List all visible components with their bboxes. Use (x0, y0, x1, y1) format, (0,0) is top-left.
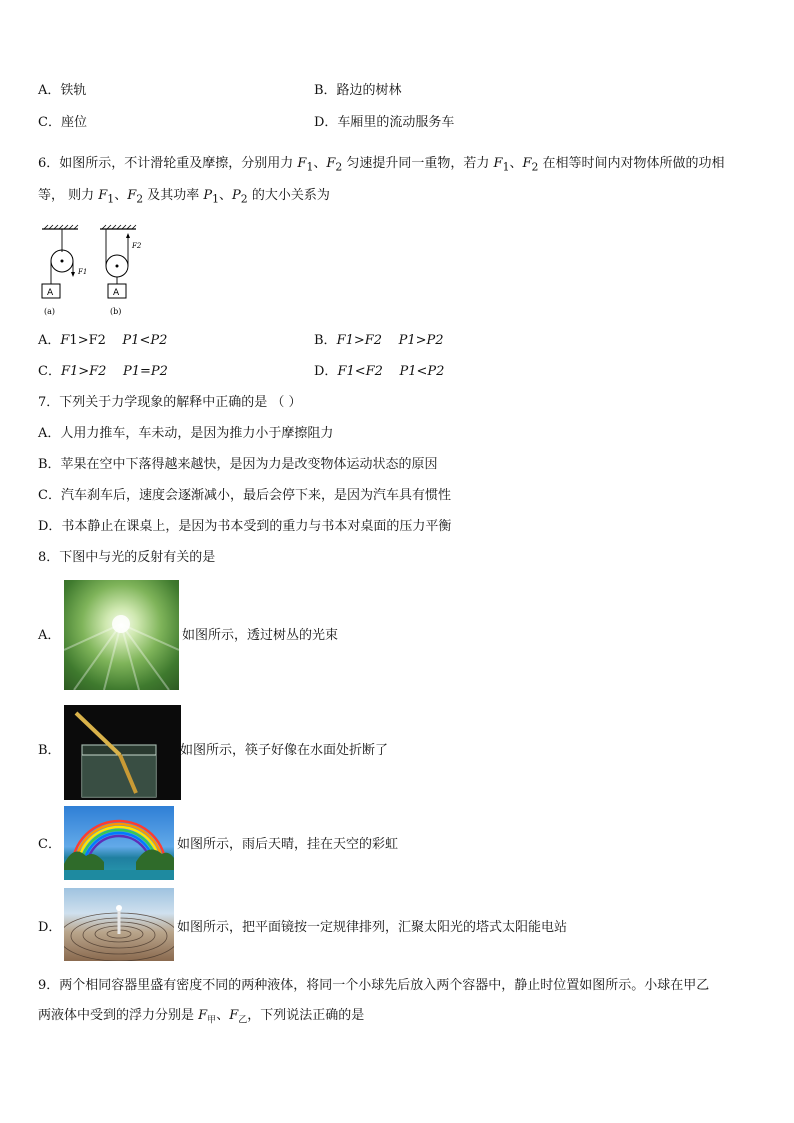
q6-option-c: C．F1>F2 P1=P2 (38, 364, 168, 379)
q7-stem: 7．下列关于力学现象的解释中正确的是 （ ） (38, 395, 302, 410)
block-b-label: A (113, 288, 120, 298)
label-f2: F2 (132, 242, 142, 250)
q6-option-d: D．F1<F2 P1<P2 (314, 364, 445, 379)
chopstick-water-image (64, 705, 181, 800)
q8-option-a-text: 如图所示，透过树丛的光束 (182, 628, 339, 643)
pulley-figure (36, 224, 156, 319)
q6-stem-line2: 等， 则力 $F_1$、$F_2$ 及其功率 $P_1$、$P_2$ 的大小关系为 (38, 188, 330, 206)
pulley-b (100, 225, 142, 316)
q8-stem: 8．下图中与光的反射有关的是 (38, 550, 216, 565)
q6-option-b: B．F1>F2 P1>P2 (314, 333, 444, 348)
q6-stem-line1: 6．如图所示，不计滑轮重及摩擦，分别用力 $F_1$、$F_2$ 匀速提升同一重物，若力 $F_1$、$F_2$ 在相等时间内对物体所做的功相 (38, 156, 725, 174)
label-f1: F1 (78, 268, 88, 276)
q8-option-d-label: D． (38, 920, 62, 935)
q8-option-d-text: 如图所示，把平面镜按一定规律排列，汇聚太阳光的塔式太阳能电站 (177, 920, 568, 935)
q7-option-b: B．苹果在空中下落得越来越快，是因为力是改变物体运动状态的原因 (38, 457, 438, 472)
q5-option-a: A．铁轨 (38, 83, 87, 98)
q7-option-d: D．书本静止在课桌上，是因为书本受到的重力与书本对桌面的压力平衡 (38, 519, 452, 534)
q8-option-a-label: A． (38, 628, 61, 643)
q5-option-d: D．车厢里的流动服务车 (314, 115, 455, 130)
q5-option-c: C．座位 (38, 115, 87, 130)
q6-option-a: A．F1>F2 P1<P2 (38, 333, 168, 348)
q8-option-c-text: 如图所示，雨后天晴，挂在天空的彩虹 (177, 837, 399, 852)
rainbow-image (64, 806, 174, 880)
q8-option-b-label: B． (38, 743, 61, 758)
q8-option-b-text: 如图所示，筷子好像在水面处折断了 (180, 743, 389, 758)
q9-stem-line2: 两液体中受到的浮力分别是 $F_甲$、$F_乙$，下列说法正确的是 (38, 1008, 365, 1026)
solar-tower-image (64, 888, 174, 961)
q8-option-c-label: C． (38, 837, 61, 852)
q5-option-b: B．路边的树林 (314, 83, 402, 98)
pulley-a (42, 225, 87, 316)
fig-b-caption: (b) (110, 307, 122, 316)
forest-light-image (64, 580, 179, 690)
q7-option-a: A．人用力推车，车未动，是因为推力小于摩擦阻力 (38, 426, 334, 441)
q7-option-c: C．汽车刹车后，速度会逐渐减小，最后会停下来，是因为汽车具有惯性 (38, 488, 451, 503)
q9-stem-line1: 9．两个相同容器里盛有密度不同的两种液体，将同一个小球先后放入两个容器中，静止时位置如图所示。小球在甲乙 (38, 978, 710, 993)
block-a-label: A (47, 288, 54, 298)
fig-a-caption: (a) (44, 307, 56, 316)
